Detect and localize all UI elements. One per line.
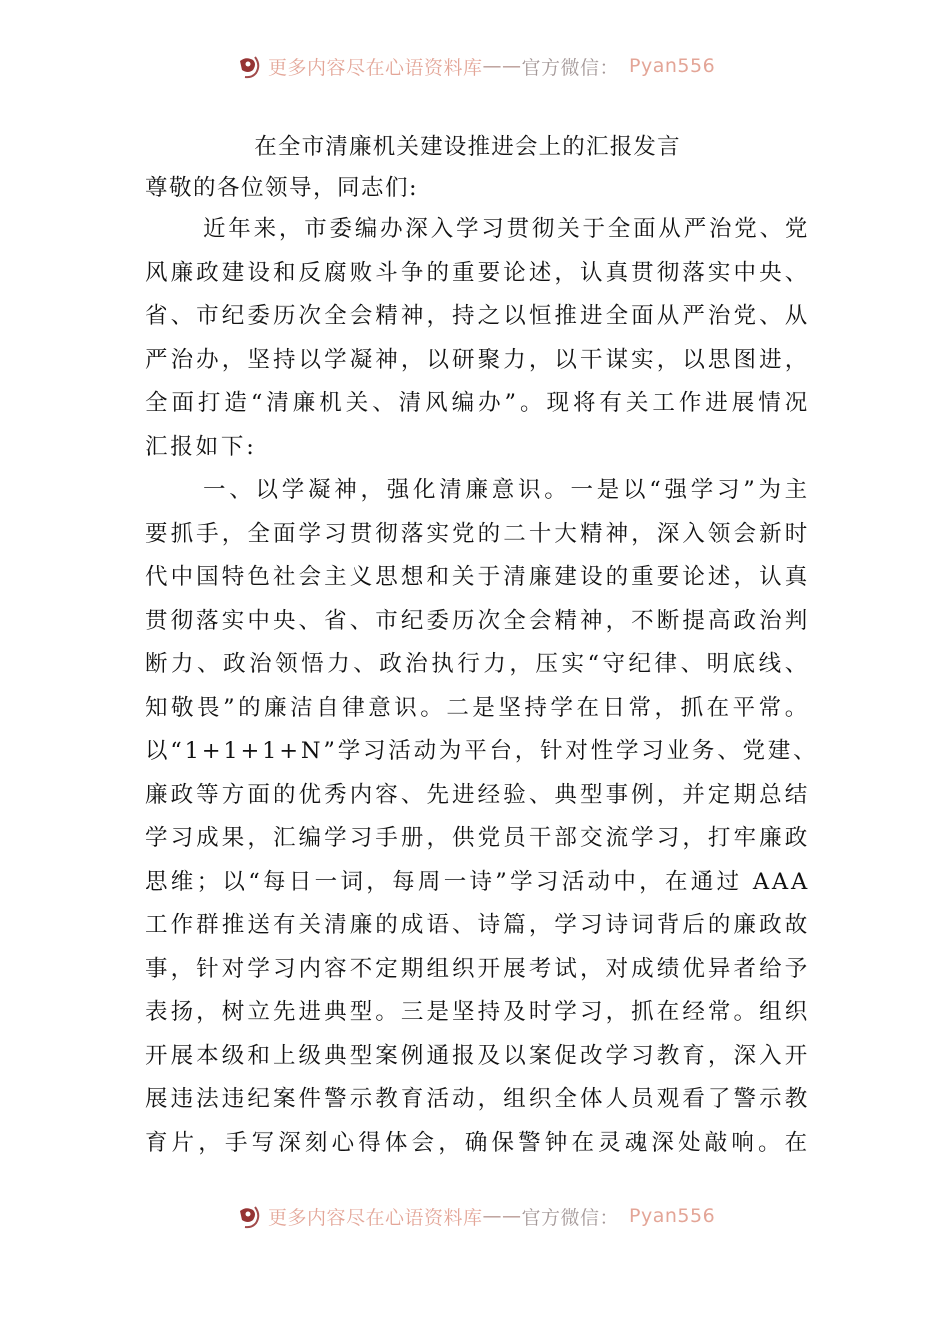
paragraph-line: 事，针对学习内容不定期组织开展考试，对成绩优异者给予 [145,955,810,982]
paragraph-line: 贯彻落实中央、省、市纪委历次全会精神，不断提高政治判 [145,607,810,634]
watermark-id: Pyan556 [629,1206,716,1227]
paragraph-line: 知敬畏”的廉洁自律意识。二是坚持学在日常，抓在平常。 [145,694,810,721]
paragraph-line: 学习成果，汇编学习手册，供党员干部交流学习，打牢廉政 [145,825,810,851]
paragraph-line: 开展本级和上级典型案例通报及以案促改学习教育，深入开 [145,1042,810,1069]
paragraph-line: 廉政等方面的优秀内容、先进经验、典型事例，并定期总结 [145,781,810,808]
salutation: 尊敬的各位领导，同志们: [145,175,419,201]
paragraph-line: 全面打造“清廉机关、清风编办”。现将有关工作进展情况 [145,390,810,416]
header-watermark [236,56,736,86]
paragraph-line: 展违法违纪案件警示教育活动，组织全体人员观看了警示教 [145,1086,810,1112]
watermark-dash: —— [482,56,522,77]
watermark-text: 更多内容尽在心语资料库 [268,1206,483,1229]
paragraph-line: 省、市纪委历次全会精神，持之以恒推进全面从严治党、从 [145,303,810,329]
paragraph-line: 表扬，树立先进典型。三是坚持及时学习，抓在经常。组织 [145,999,810,1025]
watermark-dash: —— [482,1206,522,1227]
watermark-id: Pyan556 [629,56,716,77]
paragraph-line: 要抓手，全面学习贯彻落实党的二十大精神，深入领会新时 [145,520,810,547]
paragraph-line: 思维；以“每日一词，每周一诗”学习活动中，在通过 AAA [145,868,810,895]
footer-watermark [236,1206,736,1236]
document-body [145,126,819,1165]
paragraph-line: 工作群推送有关清廉的成语、诗篇，学习诗词背后的廉政故 [145,912,810,938]
logo-icon [236,56,262,79]
paragraph-line: 汇报如下: [145,433,257,460]
paragraph-line: 一、以学凝神，强化清廉意识。一是以“强学习”为主 [203,477,810,503]
paragraph-line: 严治办，坚持以学凝神，以研聚力，以干谋实，以思图进， [145,346,810,373]
watermark-text: 更多内容尽在心语资料库 [268,56,483,79]
paragraph-line: 育片，手写深刻心得体会，确保警钟在灵魂深处敲响。在 [145,1129,810,1156]
watermark-label: 官方微信： [521,56,620,79]
paragraph-line: 近年来，市委编办深入学习贯彻关于全面从严治党、党 [203,216,811,242]
watermark-label: 官方微信： [521,1206,620,1229]
document-title: 在全市清廉机关建设推进会上的汇报发言 [254,134,681,160]
paragraph-line: 断力、政治领悟力、政治执行力，压实“守纪律、明底线、 [145,651,810,677]
paragraph-line: 代中国特色社会主义思想和关于清廉建设的重要论述，认真 [145,564,810,590]
paragraph-line: 风廉政建设和反腐败斗争的重要论述，认真贯彻落实中央、 [145,259,810,286]
paragraph-line: 以“1+1+1+N”学习活动为平台，针对性学习业务、党建、 [145,738,819,764]
logo-icon [236,1206,262,1229]
